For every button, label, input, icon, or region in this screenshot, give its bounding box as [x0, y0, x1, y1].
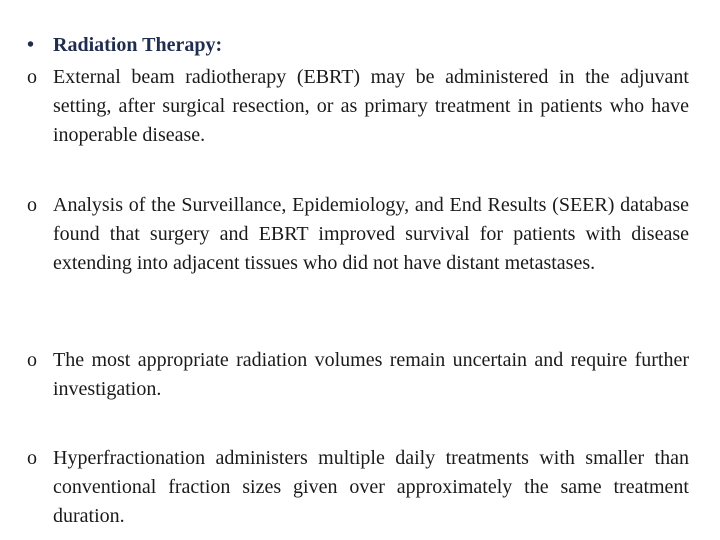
- list-item: [27, 191, 689, 278]
- list-item: [27, 63, 689, 150]
- heading-text: Radiation Therapy:: [53, 34, 223, 56]
- bullet-text: Analysis of the Surveillance, Epidemiology, and End Results (SEER) database found that surgery and EBRT improved survival for patients with disease extending into adjacent tissues who did not have distant metastases.: [53, 194, 689, 274]
- list-item: [27, 346, 689, 404]
- bullet-marker: o: [27, 66, 37, 88]
- list-item: [27, 444, 689, 531]
- bullet-text: External beam radiotherapy (EBRT) may be administered in the adjuvant setting, after surgical resection, or as primary treatment in patients who have inoperable disease.: [53, 66, 689, 146]
- bullet-text: The most appropriate radiation volumes remain uncertain and require further investigation.: [53, 349, 689, 400]
- heading-bullet: •: [27, 34, 35, 56]
- bullet-marker: o: [27, 349, 37, 371]
- bullet-marker: o: [27, 447, 37, 469]
- section-heading: [27, 31, 697, 60]
- bullet-marker: o: [27, 194, 37, 216]
- bullet-text: Hyperfractionation administers multiple daily treatments with smaller than conventional fraction sizes given over approximately the same treatment duration.: [53, 447, 689, 527]
